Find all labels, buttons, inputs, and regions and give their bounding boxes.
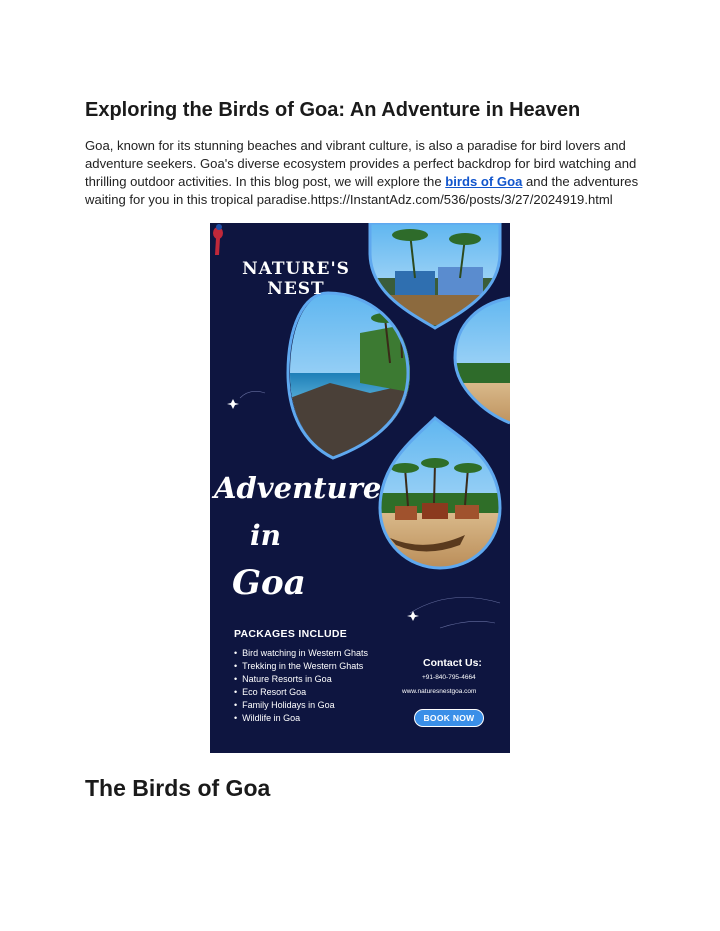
packages-list (234, 647, 368, 725)
book-now-button: BOOK NOW (414, 709, 484, 727)
brand-logo-text: NATURE'S NEST (242, 259, 350, 299)
intro-text-before-link: Goa, known for its stunning beaches and vibrant culture, is also a paradise for bird lovers and adventure seekers. Goa's diverse ecosystem provides a perfect backdrop for bird watching and thrilling outdoor activities. In this blog post, we will explore the (85, 138, 637, 189)
package-item: • Bird watching in Western Ghats (234, 647, 368, 660)
section-heading: The Birds of Goa (85, 775, 271, 801)
contact-website: www.naturesnestgoa.com (402, 688, 477, 695)
adventure-poster-image (210, 223, 510, 753)
intro-text-after-link: and the adventures waiting for you in this tropical paradise.https://InstantAdz.com/536/posts/3/27/2024919.html (85, 174, 639, 207)
poster-title-line-3: Goa (232, 563, 306, 603)
article-intro-paragraph (85, 137, 645, 209)
birds-of-goa-link[interactable]: birds of Goa (445, 174, 523, 189)
article-heading: Exploring the Birds of Goa: An Adventure in Heaven (85, 99, 581, 121)
package-item: • Family Holidays in Goa (234, 699, 368, 712)
rocky-coast-photo (288, 293, 415, 463)
packages-title: PACKAGES INCLUDE (234, 628, 348, 640)
goa-beach-boat-photo (380, 418, 505, 578)
package-item: • Wildlife in Goa (234, 712, 368, 725)
package-item: • Eco Resort Goa (234, 686, 368, 699)
contact-title: Contact Us: (423, 657, 482, 669)
package-item: • Nature Resorts in Goa (234, 673, 368, 686)
bird-logo-icon (210, 223, 224, 257)
poster-title-line-2: in (250, 519, 281, 552)
package-item: • Trekking in the Western Ghats (234, 660, 368, 673)
poster-title-line-1: Adventure (214, 471, 382, 505)
contact-phone: +91-840-795-4664 (422, 674, 476, 681)
